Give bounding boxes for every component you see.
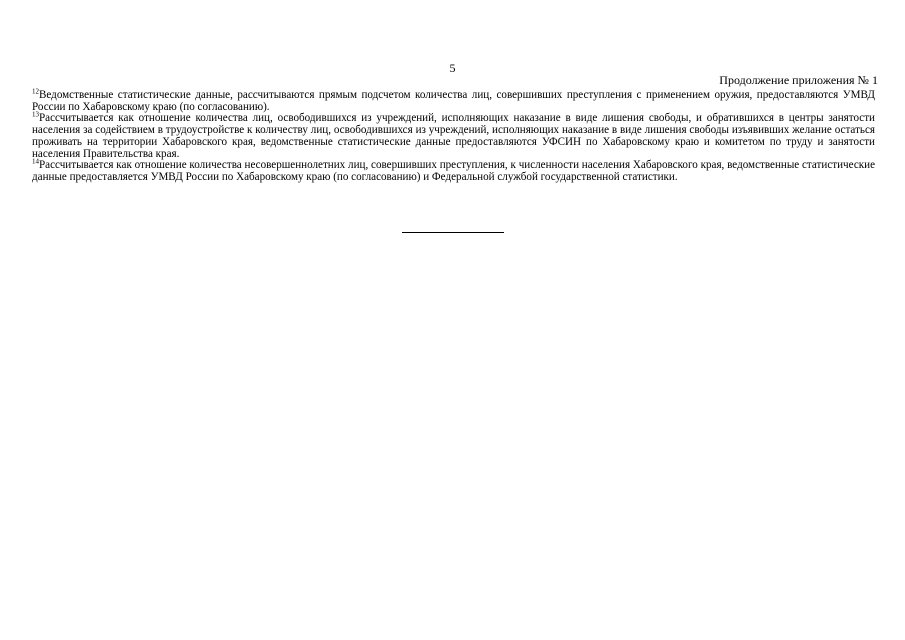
footnote-number: 13 bbox=[32, 110, 39, 119]
footnotes-block bbox=[32, 87, 875, 184]
appendix-continuation-label: Продолжение приложения № 1 bbox=[719, 73, 878, 87]
footnote-text: Рассчитывается как отношение количества несовершеннолетних лиц, совершивших преступления, к численности населения Хабаровского края, ведомственные статистические данные предоставляется УМВД России по Хабаровскому краю (по согласованию) и Федеральной службой государственной статистики. bbox=[32, 159, 875, 183]
footnote-14 bbox=[32, 157, 875, 183]
footnote-text: Ведомственные статистические данные, рассчитываются прямым подсчетом количества лиц, совершивших преступления с применением оружия, предоставляются УМВД России по Хабаровскому краю (по согласованию). bbox=[32, 89, 875, 113]
footnote-number: 14 bbox=[32, 157, 39, 166]
page-number: 5 bbox=[449, 61, 456, 75]
footnote-13 bbox=[32, 110, 875, 160]
footnote-12 bbox=[32, 87, 875, 113]
footnote-text: Рассчитывается как отношение количества лиц, освободившихся из учреждений, исполняющих наказание в виде лишения свободы, и обратившихся в центры занятости населения за содействием в трудоустройстве к количеству лиц, освободившихся из учреждений, исполняющих наказание в виде лишения свободы изъявивших желание остаться проживать на территории Хабаровского края, ведомственные статистические данные предоставляются УФСИН по Хабаровскому краю и комитетом по труду и занятости населения Правительства края. bbox=[32, 112, 875, 160]
end-divider-line bbox=[402, 232, 504, 233]
footnote-number: 12 bbox=[32, 87, 39, 96]
